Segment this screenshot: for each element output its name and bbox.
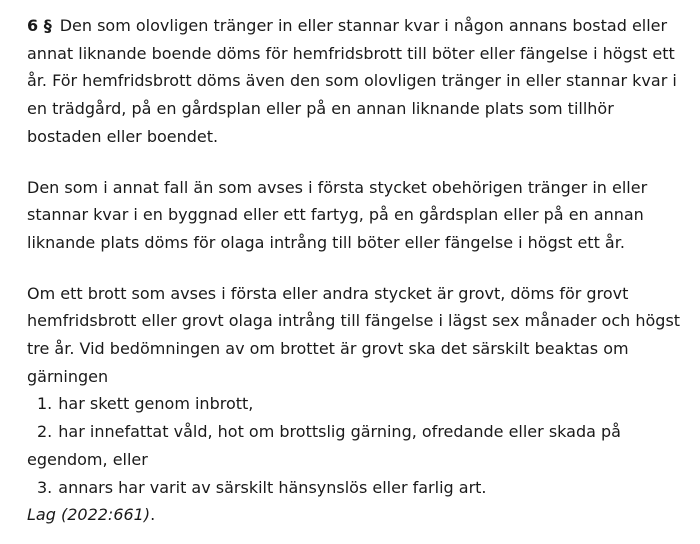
- paragraph-2: [27, 174, 686, 257]
- list-item: [27, 418, 686, 473]
- section-number: 6 §: [27, 16, 52, 35]
- paragraph-3-text: Om ett brott som avses i första eller andra stycket är grovt, döms för grovt hemfridsbrott eller grovt olaga intrång till fängelse i lägst sex månader och högst tre år. Vid bedömningen av om brottet är grovt ska det särskilt beaktas om gärningen: [27, 283, 681, 386]
- list-item-number: 2.: [37, 422, 53, 442]
- list-item: [27, 390, 686, 418]
- criteria-list: [27, 390, 686, 501]
- list-item-number: 3.: [37, 477, 53, 497]
- paragraph-2-text: Den som i annat fall än som avses i första stycket obehörigen tränger in eller stannar kvar i en byggnad eller ett fartyg, på en gårdsplan eller på en annan liknande plats döms för olaga intrång till böter eller fängelse i högst ett år.: [27, 177, 648, 252]
- list-item-text: har skett genom inbrott,: [58, 394, 254, 414]
- paragraph-1: [27, 12, 686, 151]
- list-item: [27, 474, 686, 502]
- paragraph-3: [27, 280, 686, 391]
- law-reference: Lag (2022:661): [27, 505, 151, 525]
- list-item-text: annars har varit av särskilt hänsynslös eller farlig art.: [58, 477, 487, 497]
- law-reference-line: [27, 501, 686, 529]
- list-item-number: 1.: [37, 394, 53, 414]
- paragraph-1-text: Den som olovligen tränger in eller stannar kvar i någon annans bostad eller annat liknande boende döms för hemfridsbrott till böter eller fängelse i högst ett år. För hemfridsbrott döms även den som olovligen tränger in eller stannar kvar i en trädgård, på en gårdsplan eller på en annan liknande plats som tillhör bostaden eller boendet.: [27, 16, 677, 146]
- law-reference-suffix: .: [150, 505, 156, 525]
- list-item-text: har innefattat våld, hot om brottslig gärning, ofredande eller skada på egendom, eller: [27, 422, 621, 469]
